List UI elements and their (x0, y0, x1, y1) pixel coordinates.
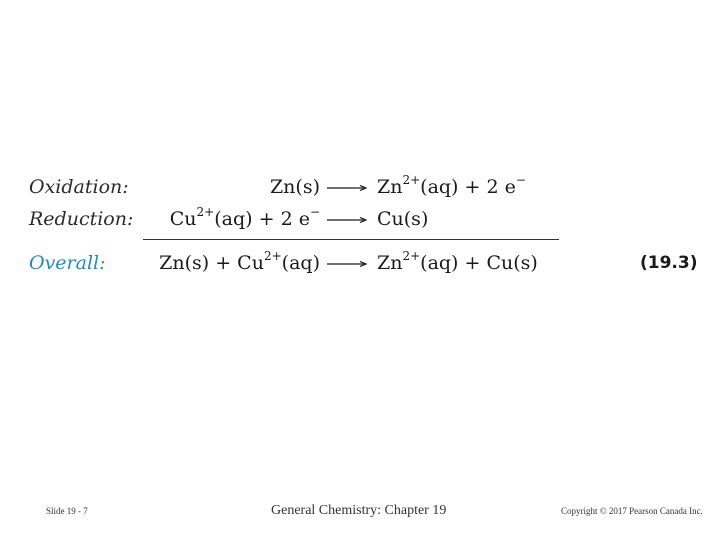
oxidation-reactants (270, 172, 320, 202)
oxidation-products-rest: (aq) + 2 e (420, 176, 516, 198)
reduction-product: Cu(s) (377, 208, 429, 230)
zn-ion-species: Zn (377, 176, 403, 198)
overall-reactants-post: (aq) (281, 252, 320, 274)
cu-ion-charge: 2+ (263, 248, 282, 263)
long-right-arrow-icon (327, 217, 367, 223)
chapter-title: General Chemistry: Chapter 19 (271, 503, 447, 518)
long-right-arrow-icon (327, 185, 367, 191)
oxidation-reactant: Zn(s) (269, 176, 320, 198)
zn-ion-charge: 2+ (402, 172, 421, 187)
overall-reactants-pre: Zn(s) + Cu (159, 252, 264, 274)
overall-equation (0, 248, 720, 278)
overall-products-post: (aq) + Cu(s) (420, 252, 538, 274)
oxidation-equation (0, 172, 720, 202)
equation-number: (19.3) (640, 253, 698, 273)
oxidation-label: Oxidation: (29, 176, 129, 198)
overall-products (377, 248, 538, 278)
electron-charge: − (515, 172, 526, 187)
overall-label: Overall: (29, 252, 106, 274)
cu-ion-species: Cu (169, 208, 197, 230)
oxidation-products (377, 172, 526, 202)
reduction-reactants (170, 204, 320, 234)
copyright-notice: Copyright © 2017 Pearson Canada Inc. (561, 506, 703, 516)
cu-ion-charge: 2+ (196, 204, 215, 219)
reduction-equation (0, 204, 720, 234)
zn-ion-charge: 2+ (402, 248, 421, 263)
summation-line (143, 239, 559, 240)
electron-charge: − (309, 204, 320, 219)
reduction-label: Reduction: (29, 208, 134, 230)
zn-ion-species: Zn (377, 252, 403, 274)
slide-number: Slide 19 - 7 (46, 506, 88, 516)
reduction-reactants-rest: (aq) + 2 e (214, 208, 310, 230)
long-right-arrow-icon (327, 261, 367, 267)
overall-reactants (159, 248, 320, 278)
